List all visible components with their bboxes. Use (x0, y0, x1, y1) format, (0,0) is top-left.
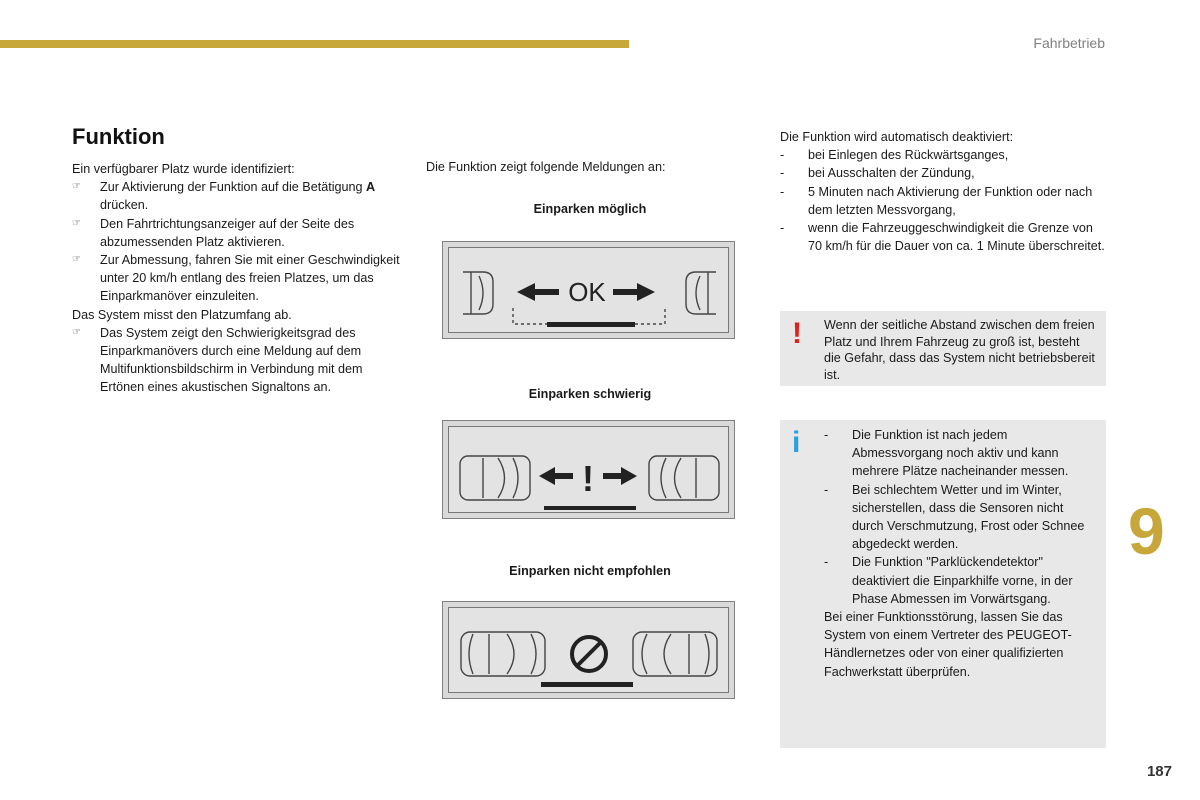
chapter-number: 9 (1128, 494, 1165, 568)
info-text (824, 426, 1096, 681)
list-item: - Die Funktion ist nach jedem Abmessvorgang noch aktiv und kann mehrere Plätze nacheinander messen. (824, 428, 1069, 479)
display-parking-possible (442, 241, 735, 339)
list-item: ☞ Das System zeigt den Schwierigkeitsgrad des Einparkmanövers durch eine Meldung auf dem Multifunktionsbildschirm in Verbindung mit dem Ertönen eines akustischen Signaltons an. (72, 324, 402, 397)
list-item: - bei Ausschalten der Zündung, (780, 166, 975, 181)
list-item: - 5 Minuten nach Aktivierung der Funktion oder nach dem letzten Messvorgang, (780, 184, 1093, 217)
exclamation-text: ! (582, 458, 594, 499)
paragraph-system-measures: Das System misst den Platzumfang ab. (72, 307, 292, 322)
parking-difficult-illustration (443, 421, 736, 520)
list-item: - bei Einlegen des Rückwärtsganges, (780, 148, 1009, 163)
parking-possible-illustration (443, 242, 736, 340)
caption-parking-not-recommended: Einparken nicht empfohlen (509, 564, 671, 578)
pointing-hand-icon: ☞ (72, 254, 81, 266)
display-parking-not-recommended (442, 601, 735, 699)
info-malfunction-paragraph: Bei einer Funktionsstörung, lassen Sie das System von einem Vertreter des PEUGEOT-Händlernetzes oder von einer qualifizierten Fachwerkstatt überprüfen. (824, 610, 1072, 679)
list-item: - wenn die Fahrzeuggeschwindigkeit die Grenze von 70 km/h für die Dauer von ca. 1 Minute überschreitet. (780, 221, 1105, 254)
caption-parking-difficult: Einparken schwierig (528, 387, 652, 401)
list-item: ☞ Zur Aktivierung der Funktion auf die Betätigung A drücken. (72, 178, 402, 214)
messages-intro: Die Funktion zeigt folgende Meldungen an: (426, 160, 666, 174)
caption-parking-possible: Einparken möglich (533, 202, 647, 216)
warning-box (780, 311, 1106, 386)
page-title: Funktion (72, 124, 165, 149)
section-name: Fahrbetrieb (1033, 35, 1105, 51)
list-item: ☞ Den Fahrtrichtungsanzeiger auf der Seite des abzumessenden Platz aktivieren. (72, 215, 402, 251)
list-item: ☞ Zur Abmessung, fahren Sie mit einer Geschwindigkeit unter 20 km/h entlang des freien Platzes, um das Einparkmanöver einzuleiten. (72, 251, 402, 306)
display-parking-difficult (442, 420, 735, 519)
parking-not-recommended-illustration (443, 602, 736, 700)
page-number: 187 (1146, 763, 1172, 780)
paragraph-space-identified: Ein verfügbarer Platz wurde identifiziert: (72, 162, 295, 176)
pointing-hand-icon: ☞ (72, 326, 81, 338)
header-accent-bar (0, 40, 629, 48)
list-item: - Bei schlechtem Wetter und im Winter, sicherstellen, dass die Sensoren nicht durch Verschmutzung, Frost oder Schnee abgedeckt werden. (824, 482, 1085, 552)
pointing-hand-icon: ☞ (72, 181, 81, 193)
info-box (780, 420, 1106, 748)
warning-text: Wenn der seitliche Abstand zwischen dem freien Platz und Ihrem Fahrzeug zu groß ist, besteht die Gefahr, dass das System nicht betriebsbereit ist. (824, 318, 1095, 382)
info-icon: i (792, 426, 801, 459)
pointing-hand-icon: ☞ (72, 217, 81, 229)
column-deactivation (780, 128, 1110, 255)
warning-icon: ! (792, 317, 802, 350)
column-function-description (72, 124, 402, 397)
prohibited-icon (572, 637, 606, 671)
ok-text: OK (568, 277, 606, 307)
deactivation-intro: Die Funktion wird automatisch deaktiviert: (780, 130, 1014, 144)
control-a-label: A (366, 180, 376, 195)
list-item: - Die Funktion "Parklückendetektor" deaktiviert die Einparkhilfe vorne, in der Phase Abmessen im Vorwärtsgang. (824, 555, 1073, 606)
